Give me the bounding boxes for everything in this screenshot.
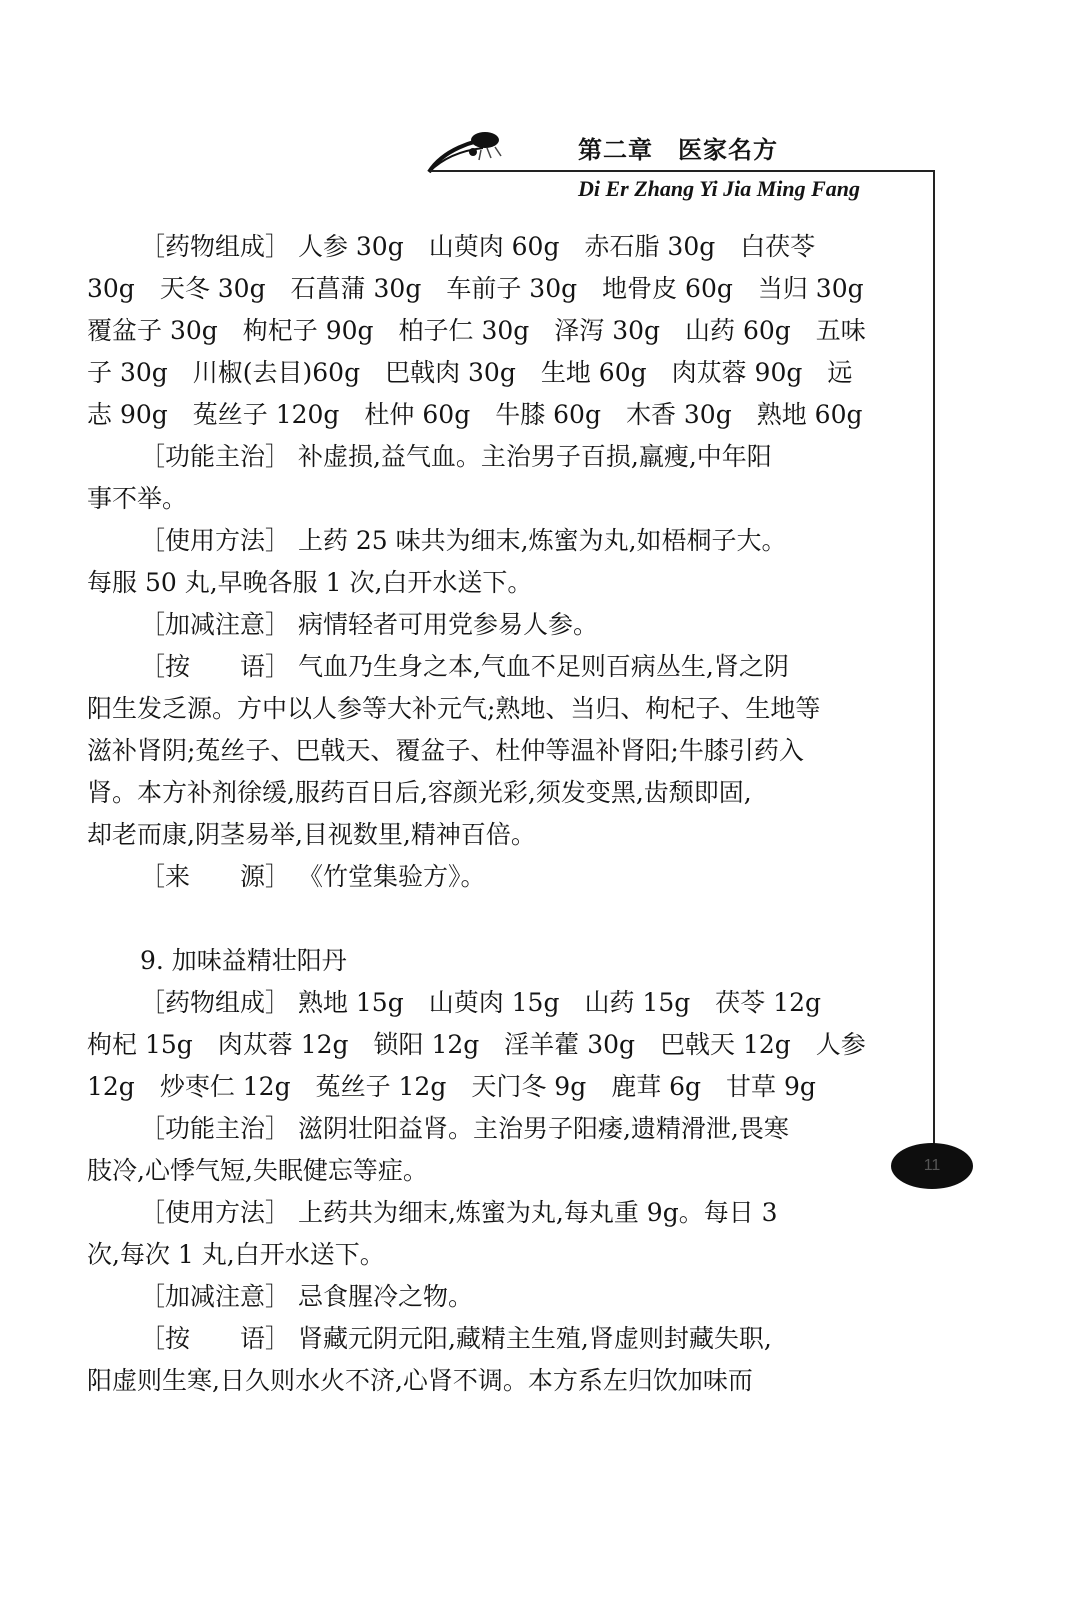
text-line: ［加减注意］ 忌食腥冷之物。 (140, 1282, 473, 1311)
chapter-title: 第二章 医家名方 (578, 136, 778, 164)
text-line: ［使用方法］ 上药 25 味共为细末,炼蜜为丸,如梧桐子大。 (140, 526, 787, 555)
text-line: 30g 天冬 30g 石菖蒲 30g 车前子 30g 地骨皮 60g 当归 30g (87, 274, 864, 303)
text-line: 次,每次 1 丸,白开水送下。 (87, 1240, 385, 1269)
text-line: ［来 源］ 《竹堂集验方》。 (140, 862, 486, 891)
text-line: 阳虚则生寒,日久则水火不济,心肾不调。本方系左归饮加味而 (87, 1366, 753, 1395)
text-line: ［药物组成］ 熟地 15g 山萸肉 15g 山药 15g 茯苓 12g (140, 988, 821, 1017)
text-line: 覆盆子 30g 枸杞子 90g 柏子仁 30g 泽泻 30g 山药 60g 五味 (87, 316, 866, 345)
text-line: ［按 语］ 气血乃生身之本,气血不足则百病丛生,肾之阴 (140, 652, 789, 681)
text-line: 肾。本方补剂徐缓,服药百日后,容颜光彩,须发变黑,齿颓即固, (87, 778, 752, 807)
text-line: 肢冷,心悸气短,失眠健忘等症。 (87, 1156, 428, 1185)
text-line: ［使用方法］ 上药共为细末,炼蜜为丸,每丸重 9g。每日 3 (140, 1198, 778, 1227)
text-line: 事不举。 (87, 484, 188, 513)
text-line: 12g 炒枣仁 12g 菟丝子 12g 天门冬 9g 鹿茸 6g 甘草 9g (87, 1072, 816, 1101)
text-line: ［加减注意］ 病情轻者可用党参易人参。 (140, 610, 598, 639)
page-number: 11 (923, 1157, 941, 1174)
text-line: ［按 语］ 肾藏元阴元阳,藏精主生殖,肾虚则封藏失职, (140, 1324, 772, 1353)
text-line: 志 90g 菟丝子 120g 杜仲 60g 牛膝 60g 木香 30g 熟地 60g (87, 400, 863, 429)
text-line: ［药物组成］ 人参 30g 山萸肉 60g 赤石脂 30g 白茯苓 (140, 232, 816, 261)
text-line: 子 30g 川椒(去目)60g 巴戟肉 30g 生地 60g 肉苁蓉 90g 远 (87, 358, 853, 387)
text-line: ［功能主治］ 滋阴壮阳益肾。主治男子阳痿,遗精滑泄,畏寒 (140, 1114, 789, 1143)
text-line: 每服 50 丸,早晚各服 1 次,白开水送下。 (87, 568, 533, 597)
section-heading: 9. 加味益精壮阳丹 (140, 946, 347, 975)
text-line: 阳生发乏源。方中以人参等大补元气;熟地、当归、枸杞子、生地等 (87, 694, 821, 723)
header-rule (430, 170, 935, 172)
text-line: 枸杞 15g 肉苁蓉 12g 锁阳 12g 淫羊藿 30g 巴戟天 12g 人参 (87, 1030, 866, 1059)
text-line: 滋补肾阴;菟丝子、巴戟天、覆盆子、杜仲等温补肾阳;牛膝引药入 (87, 736, 804, 765)
text-line: 却老而康,阴茎易举,目视数里,精神百倍。 (87, 820, 536, 849)
chapter-pinyin: Di Er Zhang Yi Jia Ming Fang (578, 176, 861, 201)
text-line: ［功能主治］ 补虚损,益气血。主治男子百损,羸瘦,中年阳 (140, 442, 772, 471)
